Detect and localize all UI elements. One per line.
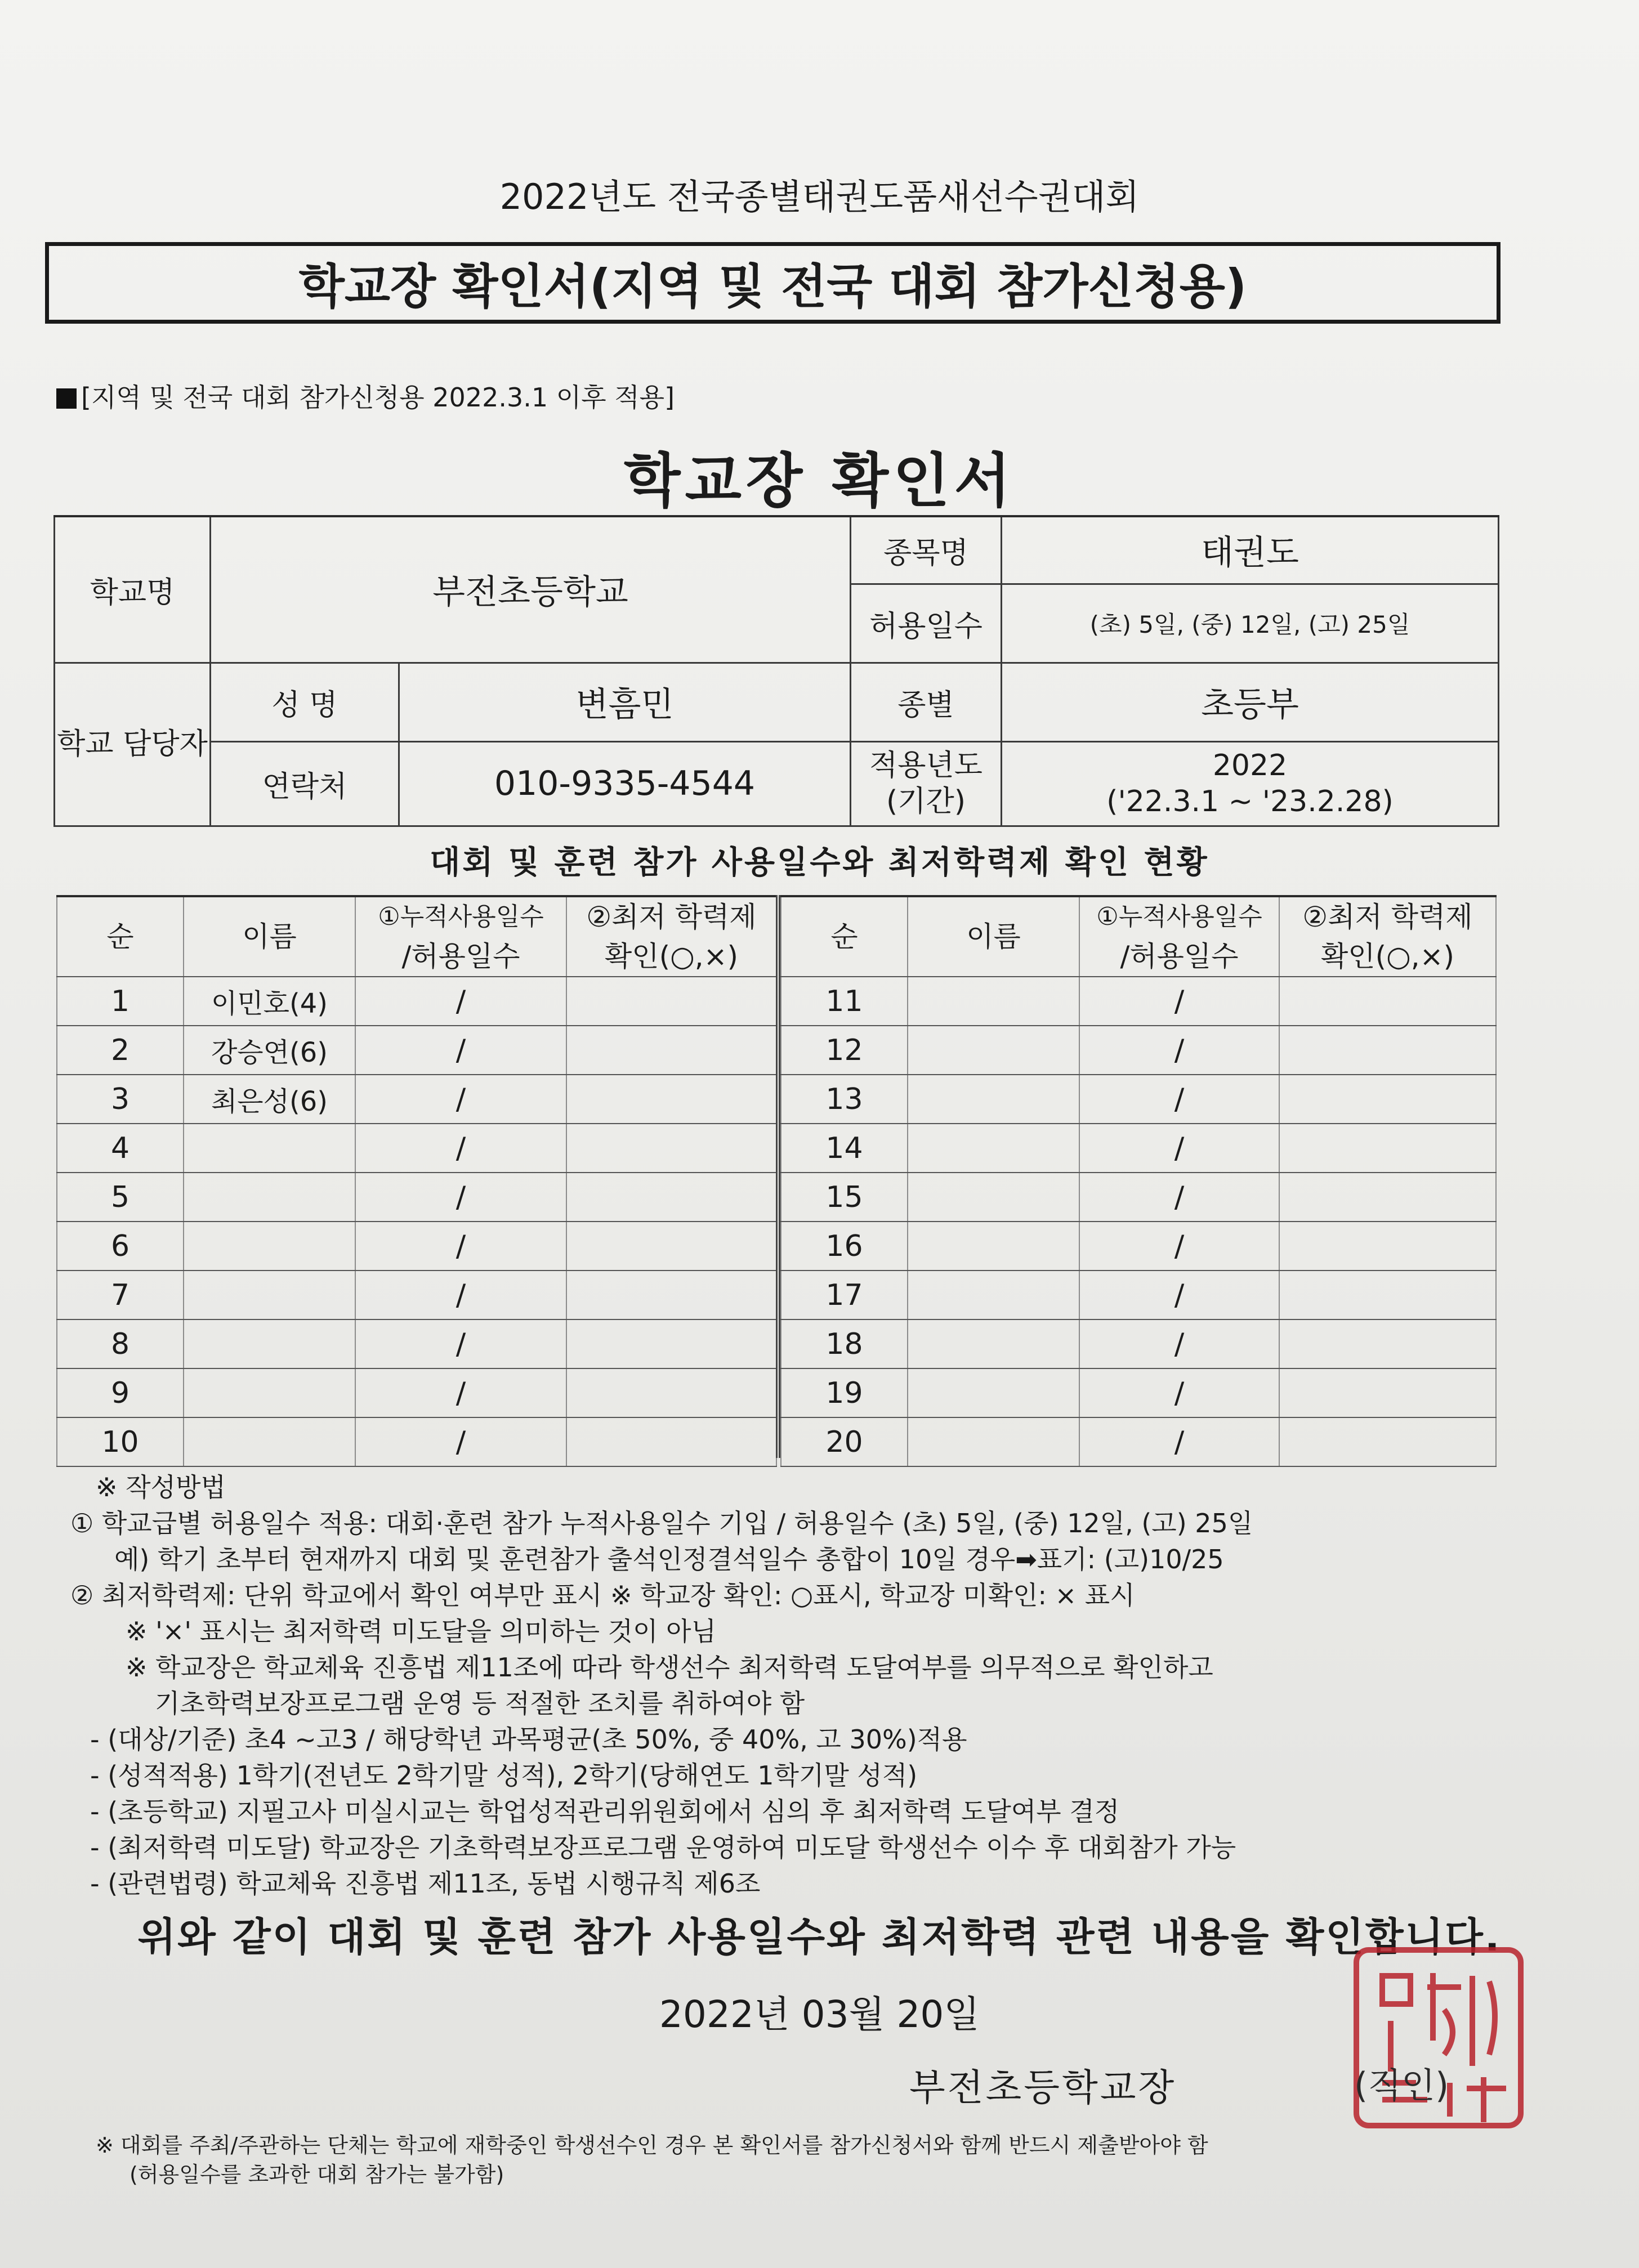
table-row <box>57 1417 776 1466</box>
row-name <box>908 977 1079 1026</box>
row-days: / <box>1079 1417 1279 1466</box>
row-days: / <box>355 1026 566 1075</box>
row-name <box>908 1319 1079 1368</box>
row-number: 1 <box>57 977 184 1026</box>
row-name <box>908 1368 1079 1417</box>
row-number: 19 <box>781 1368 908 1417</box>
row-check <box>1279 1319 1496 1368</box>
row-check <box>566 1222 776 1271</box>
row-days: / <box>1079 1222 1279 1271</box>
table-row <box>57 1026 776 1075</box>
manager-name-value: 변흠민 <box>399 663 851 741</box>
table-row <box>781 1173 1496 1222</box>
status-heading: 대회 및 훈련 참가 사용일수와 최저학력제 확인 현황 <box>430 844 1209 881</box>
year-value-cell <box>1002 741 1499 826</box>
row-check <box>566 1026 776 1075</box>
row-days: / <box>355 977 566 1026</box>
event-value: 태권도 <box>1002 516 1499 584</box>
row-check <box>566 977 776 1026</box>
row-number: 16 <box>781 1222 908 1271</box>
row-name <box>908 1124 1079 1173</box>
row-number: 4 <box>57 1124 184 1173</box>
method-line-9: - (초등학교) 지필고사 미실시교는 학업성적관리위원회에서 심의 후 최저학력 도달여부 결정 <box>90 1796 1120 1827</box>
manager-name-label: 성 명 <box>211 663 399 741</box>
status-right-body <box>781 977 1496 1466</box>
row-check <box>566 1417 776 1466</box>
row-days: / <box>1079 1026 1279 1075</box>
row-number: 13 <box>781 1075 908 1124</box>
row-days: / <box>355 1173 566 1222</box>
contact-label: 연락처 <box>211 741 399 826</box>
col-no-header: 순 <box>781 896 908 977</box>
method-line-10: - (최저학력 미도달) 학교장은 기초학력보장프로그램 운영하여 미도달 학생선수 이수 후 대회참가 가능 <box>90 1832 1236 1863</box>
row-days: / <box>355 1075 566 1124</box>
table-row <box>57 1173 776 1222</box>
main-title: 학교장 확인서 <box>624 446 1015 515</box>
row-days: / <box>1079 1124 1279 1173</box>
row-number: 5 <box>57 1173 184 1222</box>
row-number: 15 <box>781 1173 908 1222</box>
row-check <box>566 1368 776 1417</box>
row-number: 17 <box>781 1271 908 1319</box>
row-name: 강승연(6) <box>184 1026 355 1075</box>
row-check <box>1279 1124 1496 1173</box>
period-value: ('22.3.1 ~ '23.2.28) <box>1106 785 1394 818</box>
boxed-title <box>45 242 1500 324</box>
row-check <box>1279 1075 1496 1124</box>
row-number: 7 <box>57 1271 184 1319</box>
row-check <box>566 1271 776 1319</box>
row-check <box>1279 1173 1496 1222</box>
method-line-4: ※ '×' 표시는 최저학력 미도달을 의미하는 것이 아님 <box>126 1616 717 1647</box>
row-name: 이민호(4) <box>184 977 355 1026</box>
row-check <box>1279 977 1496 1026</box>
year-label: 적용년도 <box>869 749 982 782</box>
contact-value: 010-9335-4544 <box>399 741 851 826</box>
row-number: 10 <box>57 1417 184 1466</box>
table-divider <box>776 895 780 1458</box>
event-label: 종목명 <box>851 516 1002 584</box>
row-check <box>566 1124 776 1173</box>
row-number: 11 <box>781 977 908 1026</box>
allowed-days-label: 허용일수 <box>851 584 1002 663</box>
col-check-header <box>1279 896 1496 977</box>
row-name <box>184 1222 355 1271</box>
status-left-body <box>57 977 776 1466</box>
table-row <box>781 1222 1496 1271</box>
year-value: 2022 <box>1212 749 1288 782</box>
row-name <box>908 1222 1079 1271</box>
col-check-line1: ②최저 학력제 <box>586 901 757 933</box>
period-label: (기간) <box>886 785 966 818</box>
boxed-title-text: 학교장 확인서(지역 및 전국 대회 참가신청용) <box>298 259 1247 314</box>
row-days: / <box>355 1271 566 1319</box>
row-number: 6 <box>57 1222 184 1271</box>
writing-method <box>70 1469 1253 1902</box>
method-line-3: ② 최저학력제: 단위 학교에서 확인 여부만 표시 ※ 학교장 확인: ○표시, 학교장 미확인: × 표시 <box>70 1580 1135 1611</box>
table-row <box>781 1417 1496 1466</box>
table-row <box>781 1319 1496 1368</box>
row-check <box>1279 1417 1496 1466</box>
table-row <box>57 977 776 1026</box>
col-check-line1: ②최저 학력제 <box>1302 901 1473 933</box>
table-row <box>57 1319 776 1368</box>
row-check <box>1279 1368 1496 1417</box>
school-name-value: 부전초등학교 <box>211 516 851 663</box>
col-days-line2: /허용일수 <box>401 940 520 973</box>
row-check <box>1279 1271 1496 1319</box>
row-number: 20 <box>781 1417 908 1466</box>
row-days: / <box>1079 1075 1279 1124</box>
row-number: 2 <box>57 1026 184 1075</box>
issue-date: 2022년 03월 20일 <box>659 1993 980 2036</box>
apply-note-text: [지역 및 전국 대회 참가신청용 2022.3.1 이후 적용] <box>81 382 675 413</box>
row-name <box>184 1417 355 1466</box>
row-days: / <box>355 1222 566 1271</box>
method-line-5: ※ 학교장은 학교체육 진흥법 제11조에 따라 학생선수 최저학력 도달여부를 의무적으로 확인하고 <box>126 1652 1213 1683</box>
col-days-line1: ①누적사용일수 <box>1096 902 1262 931</box>
col-check-line2: 확인(○,×) <box>604 940 739 973</box>
row-days: / <box>355 1417 566 1466</box>
col-check-line2: 확인(○,×) <box>1320 940 1455 973</box>
black-square-icon <box>56 388 77 409</box>
row-days: / <box>1079 1368 1279 1417</box>
col-days-header <box>355 896 566 977</box>
table-row <box>57 1075 776 1124</box>
row-name <box>184 1319 355 1368</box>
division-label: 종별 <box>851 663 1002 741</box>
school-manager-label: 학교 담당자 <box>55 663 211 826</box>
row-days: / <box>355 1368 566 1417</box>
method-line-11: - (관련법령) 학교체육 진흥법 제11조, 동법 시행규칙 제6조 <box>90 1868 761 1899</box>
row-number: 12 <box>781 1026 908 1075</box>
row-check <box>566 1173 776 1222</box>
table-row <box>781 1026 1496 1075</box>
row-name: 최은성(6) <box>184 1075 355 1124</box>
row-days: / <box>1079 1319 1279 1368</box>
row-days: / <box>355 1319 566 1368</box>
col-days-line2: /허용일수 <box>1120 940 1239 973</box>
col-name-header: 이름 <box>184 896 355 977</box>
competition-title: 2022년도 전국종별태권도품새선수권대회 <box>499 176 1140 217</box>
row-days: / <box>1079 977 1279 1026</box>
table-row <box>781 1075 1496 1124</box>
row-name <box>908 1417 1079 1466</box>
row-check <box>566 1075 776 1124</box>
row-days: / <box>355 1124 566 1173</box>
row-days: / <box>1079 1173 1279 1222</box>
row-number: 14 <box>781 1124 908 1173</box>
allowed-days-value: (초) 5일, (중) 12일, (고) 25일 <box>1002 584 1499 663</box>
row-name <box>184 1173 355 1222</box>
row-check <box>1279 1026 1496 1075</box>
row-name <box>908 1026 1079 1075</box>
table-row <box>781 977 1496 1026</box>
table-row <box>57 1271 776 1319</box>
method-heading: ※ 작성방법 <box>96 1472 226 1502</box>
school-name-label: 학교명 <box>55 516 211 663</box>
footer-line-1: ※ 대회를 주최/주관하는 단체는 학교에 재학중인 학생선수인 경우 본 확인서를 참가신청서와 함께 반드시 제출받아야 함 <box>96 2133 1208 2158</box>
col-check-header <box>566 896 776 977</box>
row-name <box>908 1075 1079 1124</box>
row-check <box>566 1319 776 1368</box>
method-line-7: - (대상/기준) 초4 ~고3 / 해당학년 과목평균(초 50%, 중 40%, 고 30%)적용 <box>90 1724 967 1755</box>
table-row <box>781 1124 1496 1173</box>
footer-line-2: (허용일수를 초과한 대회 참가는 불가함) <box>129 2162 504 2187</box>
principal-name: 부전초등학교장 <box>909 2066 1177 2109</box>
status-table-right <box>780 895 1497 1467</box>
footer-note <box>96 2131 1208 2189</box>
row-name <box>908 1173 1079 1222</box>
row-name <box>184 1271 355 1319</box>
row-number: 18 <box>781 1319 908 1368</box>
info-table <box>53 515 1499 827</box>
row-number: 9 <box>57 1368 184 1417</box>
table-row <box>57 1124 776 1173</box>
col-days-header <box>1079 896 1279 977</box>
table-row <box>781 1271 1496 1319</box>
row-number: 3 <box>57 1075 184 1124</box>
division-value: 초등부 <box>1002 663 1499 741</box>
row-check <box>1279 1222 1496 1271</box>
table-row <box>781 1368 1496 1417</box>
row-number: 8 <box>57 1319 184 1368</box>
status-table-left <box>56 895 777 1467</box>
method-line-2: 예) 학기 초부터 현재까지 대회 및 훈련참가 출석인정결석일수 총합이 10일 경우➡표기: (고)10/25 <box>114 1544 1224 1574</box>
col-days-line1: ①누적사용일수 <box>378 902 544 931</box>
apply-note <box>56 377 675 414</box>
confirmation-statement: 위와 같이 대회 및 훈련 참가 사용일수와 최저학력 관련 내용을 확인합니다. <box>137 1914 1502 1960</box>
method-line-1: ① 학교급별 허용일수 적용: 대회·훈련 참가 누적사용일수 기입 / 허용일수 (초) 5일, (중) 12일, (고) 25일 <box>70 1508 1253 1538</box>
method-line-8: - (성적적용) 1학기(전년도 2학기말 성적), 2학기(당해연도 1학기말 성적) <box>90 1760 918 1791</box>
row-name <box>908 1271 1079 1319</box>
table-row <box>57 1222 776 1271</box>
row-name <box>184 1368 355 1417</box>
col-name-header: 이름 <box>908 896 1079 977</box>
row-days: / <box>1079 1271 1279 1319</box>
table-row <box>57 1368 776 1417</box>
row-name <box>184 1124 355 1173</box>
seal-placeholder-text: (직인) <box>1354 2065 1449 2106</box>
col-no-header: 순 <box>57 896 184 977</box>
method-line-6: 기초학력보장프로그램 운영 등 적절한 조치를 취하여야 함 <box>155 1688 805 1719</box>
year-label-cell <box>851 741 1002 826</box>
